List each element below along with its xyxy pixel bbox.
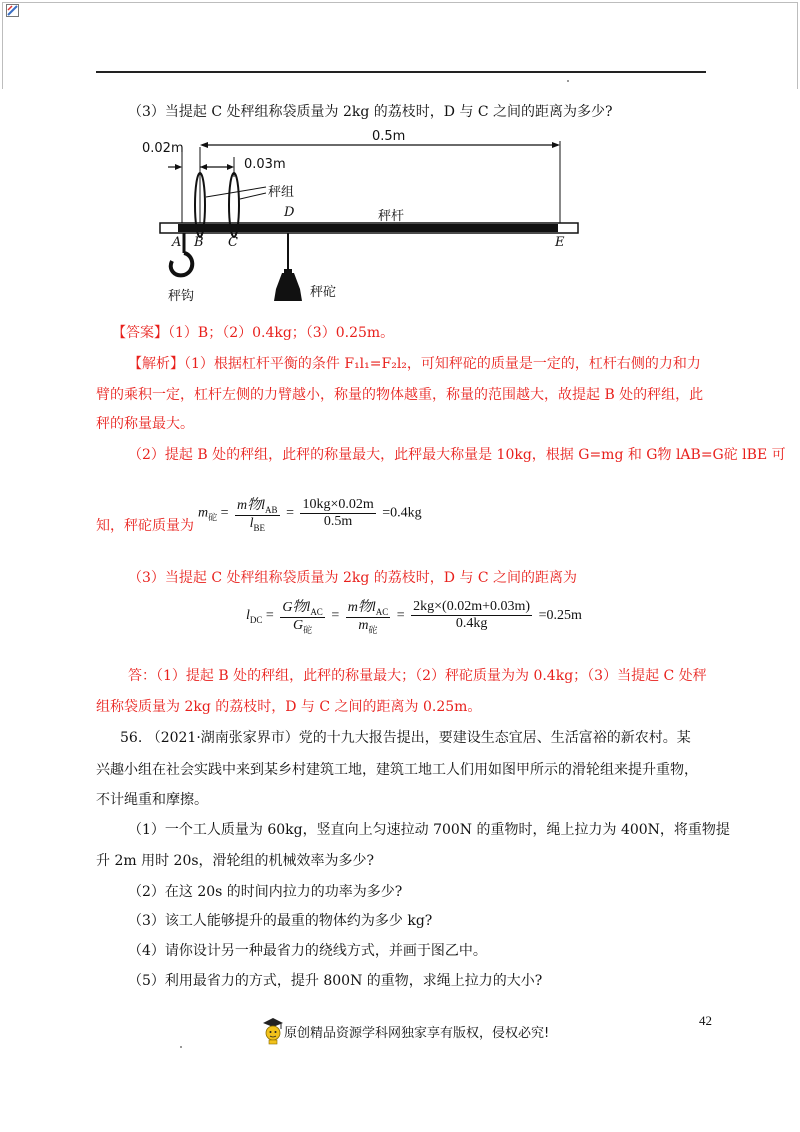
dim-label-003: 0.03m (244, 157, 286, 172)
analysis-line-5: 知，秤砣质量为 (96, 518, 194, 534)
formula-2-den1: G (293, 617, 304, 633)
formula-1-num2: 10kg×0.02m (302, 496, 374, 512)
formula-2-den2-sub: 砣 (368, 624, 378, 635)
formula-2-num1: G物l (282, 600, 311, 615)
formula-2-den1-sub: 砣 (303, 624, 313, 635)
formula-1-lhs: m (198, 505, 209, 521)
analysis-line-4: （2）提起 B 处的秤组，此秤的称量最大，此秤最大称量是 10kg，根据 G=mg 和 G物 lAB=G砣 lBE 可 (128, 447, 786, 463)
formula-1-num: m物l (237, 498, 266, 513)
q56-line-5: 升 2m 用时 20s，滑轮组的机械效率为多少? (96, 853, 375, 869)
analysis-line-6: （3）当提起 C 处秤组称袋质量为 2kg 的荔枝时，D 与 C 之间的距离为 (128, 570, 578, 586)
steelyard-figure (142, 125, 590, 315)
header-rule (96, 71, 706, 73)
label-beam: 秤杆 (378, 209, 405, 224)
formula-2-num2: m物l (347, 600, 376, 615)
steelyard-drawing (150, 125, 590, 315)
dim-label-002: 0.02m (142, 141, 184, 156)
label-weight: 秤砣 (310, 285, 337, 300)
formula-2-lhs: l (246, 608, 250, 624)
analysis-line-1: 【解析】（1）根据杠杆平衡的条件 F₁l₁=F₂l₂，可知秤砣的质量是一定的，杠杆右侧的力和力 (128, 356, 701, 372)
formula-2-lhs-sub: DC (249, 614, 263, 625)
label-A: A (172, 235, 182, 250)
header-dot (567, 80, 569, 82)
label-D: D (284, 205, 295, 220)
formula-1-result: =0.4kg (382, 505, 422, 521)
label-E: E (555, 235, 565, 250)
scholar-mascot-icon (262, 1017, 284, 1045)
formula-2-den3: 0.4kg (411, 615, 532, 632)
footer-copyright: 原创精品资源学科网独家享有版权，侵权必究! (284, 1025, 550, 1041)
analysis-line-3: 秤的称量最大。 (96, 416, 194, 432)
formula-1-num-sub: AB (265, 504, 278, 515)
conclusion-line-1: 答：（1）提起 B 处的秤组，此秤的称量最大；（2）秤砣质量为为 0.4kg；（3）当提起 C 处秤 (128, 668, 707, 684)
q56-line-8: （4）请你设计另一种最省力的绕线方式，并画于图乙中。 (128, 943, 487, 959)
label-C: C (228, 235, 238, 250)
question-3: （3）当提起 C 处秤组称袋质量为 2kg 的荔枝时，D 与 C 之间的距离为多少? (128, 104, 613, 120)
label-B: B (194, 235, 204, 250)
formula-1-den-sub: BE (253, 522, 265, 533)
formula-1-den: l (249, 515, 254, 531)
dim-label-05: 0.5m (372, 129, 406, 144)
formula-1-lhs-sub: 砣 (208, 512, 218, 523)
q56-line-7: （3）该工人能够提升的最重的物体约为多少 kg? (128, 913, 433, 929)
analysis-line-2: 臂的乘积一定，杠杆左侧的力臂越小，称量的物体越重，称量的范围越大，故提起 B 处的秤组，此 (96, 387, 704, 403)
formula-2-result: =0.25m (538, 608, 582, 624)
formula-1: $m_砣$ = $\frac{m物l_{AB}}{l_{BE}}$ = $\frac{10kg\times 0.02m}{0.5m}$ =0.4kg (198, 496, 422, 533)
broken-image-icon (6, 4, 19, 17)
conclusion-line-2: 组称袋质量为 2kg 的荔枝时，D 与 C 之间的距离为 0.25m。 (96, 699, 482, 715)
formula-2: $l_{DC}$ = $\frac{G物l_{AC}}{G_砣}$ = $\frac{m物l_{AC}}{m_砣}$ = $\frac{2kg\times(0.02m+0.03m)}{0.4kg}$ =0.25m (246, 599, 582, 635)
page-number: 42 (699, 1013, 712, 1028)
q56-line-1: 56. （2021·湖南张家界市）党的十九大报告提出，要建设生态宜居、生活富裕的新农村。某 (120, 730, 691, 746)
formula-2-num3: 2kg×(0.02m+0.03m) (413, 599, 531, 615)
formula-2-num1-sub: AC (310, 606, 323, 617)
formula-2-den2: m (358, 617, 369, 633)
formula-1-den2: 0.5m (300, 513, 375, 530)
formula-2-num2-sub: AC (375, 606, 389, 617)
label-hook: 秤钩 (168, 289, 195, 304)
footer (262, 1016, 549, 1046)
q56-line-4: （1）一个工人质量为 60kg，竖直向上匀速拉动 700N 的重物时，绳上拉力为 400N，将重物提 (128, 822, 730, 838)
header-frame (2, 2, 798, 89)
q56-line-9: （5）利用最省力的方式，提升 800N 的重物，求绳上拉力的大小? (128, 973, 543, 989)
label-group: 秤组 (268, 185, 295, 200)
answer-line: 【答案】（1）B；（2）0.4kg；（3）0.25m。 (112, 325, 395, 341)
q56-line-2: 兴趣小组在社会实践中来到某乡村建筑工地，建筑工地工人们用如图甲所示的滑轮组来提升重物， (96, 762, 698, 778)
q56-line-3: 不计绳重和摩擦。 (96, 792, 208, 808)
footer-dot (180, 1046, 182, 1048)
q56-line-6: （2）在这 20s 的时间内拉力的功率为多少? (128, 884, 403, 900)
